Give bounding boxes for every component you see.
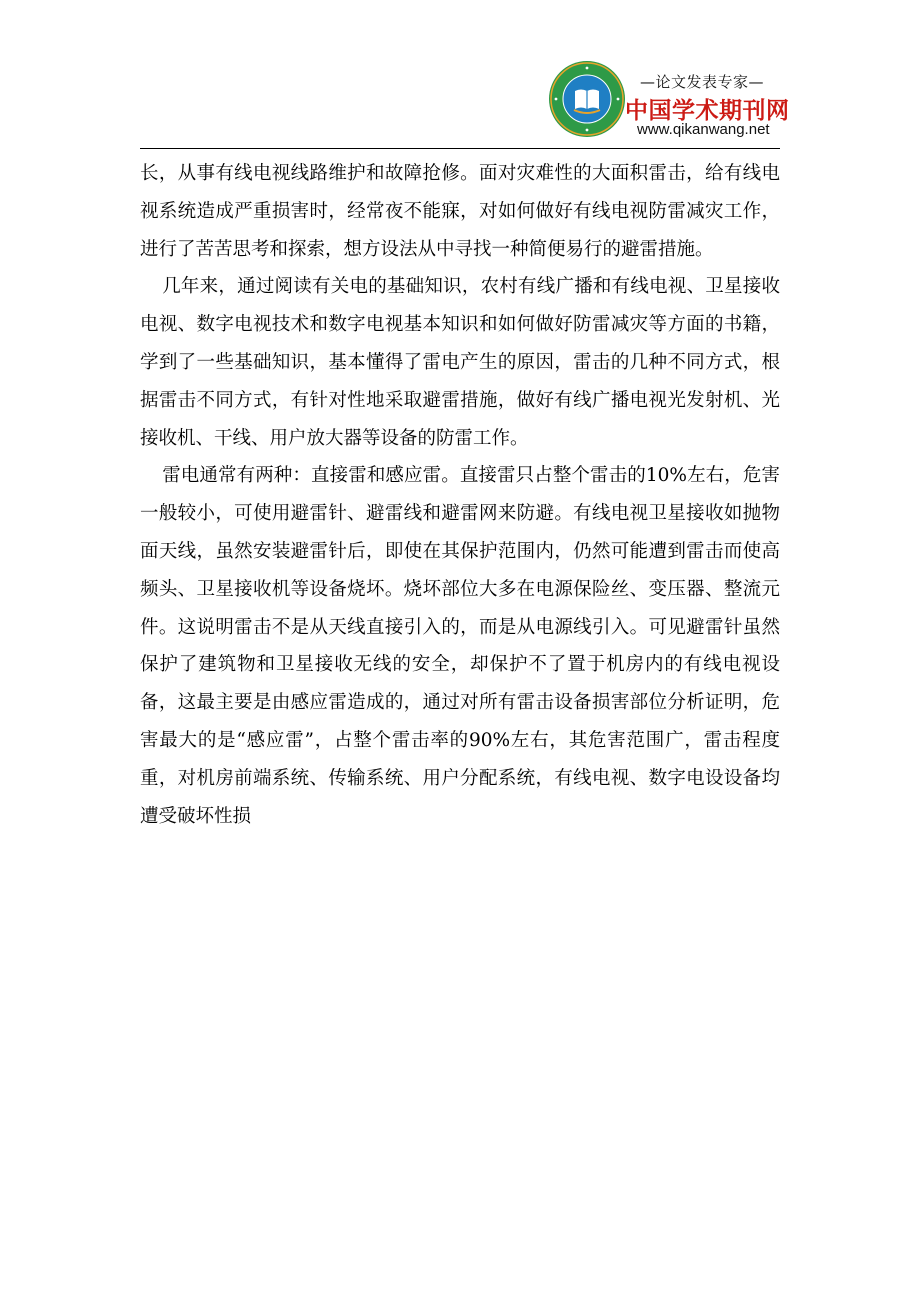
- logo-slogan: —论文发表专家—: [639, 73, 764, 91]
- logo-url: www.qikanwang.net: [637, 121, 770, 138]
- logo-site-name: 中国学术期刊网: [625, 98, 790, 124]
- paragraph-continued: 长，从事有线电视线路维护和故障抢修。面对灾难性的大面积雷击，给有线电视系统造成严重损害时，经常夜不能寐，对如何做好有线电视防雷减灾工作，进行了苦苦思考和探索，想方设法从中寻找一种简便易行的避雷措施。: [140, 163, 780, 260]
- paragraph-reading-study: 几年来，通过阅读有关电的基础知识，农村有线广播和有线电视、卫星接收电视、数字电视技术和数字电视基本知识和如何做好防雷减灾等方面的书籍，学到了一些基础知识，基本懂得了雷电产生的原因，雷击的几种不同方式，根据雷击不同方式，有针对性地采取避雷措施，做好有线广播电视光发射机、光接收机、干线、用户放大器等设备的防雷工作。: [140, 276, 780, 449]
- page-header: [0, 0, 920, 150]
- article-body: [140, 155, 780, 835]
- header-divider: [140, 148, 780, 149]
- paragraph-lightning-types: 雷电通常有两种：直接雷和感应雷。直接雷只占整个雷击的10%左右，危害一般较小，可使用避雷针、避雷线和避雷网来防避。有线电视卫星接收如抛物面天线，虽然安装避雷针后，即使在其保护范围内，仍然可能遭到雷击而使高频头、卫星接收机等设备烧坏。烧坏部位大多在电源保险丝、变压器、整流元件。这说明雷击不是从天线直接引入的，而是从电源线引入。可见避雷针虽然保护了建筑物和卫星接收无线的安全，却保护不了置于机房内的有线电视设备，这最主要是由感应雷造成的，通过对所有雷击设备损害部位分析证明，危害最大的是“感应雷”，占整个雷击率的90%左右，其危害范围广，雷击程度重，对机房前端系统、传输系统、用户分配系统，有线电视、数字电设设备均遭受破坏性损: [140, 465, 780, 827]
- qikanwang-seal-logo: [548, 60, 626, 138]
